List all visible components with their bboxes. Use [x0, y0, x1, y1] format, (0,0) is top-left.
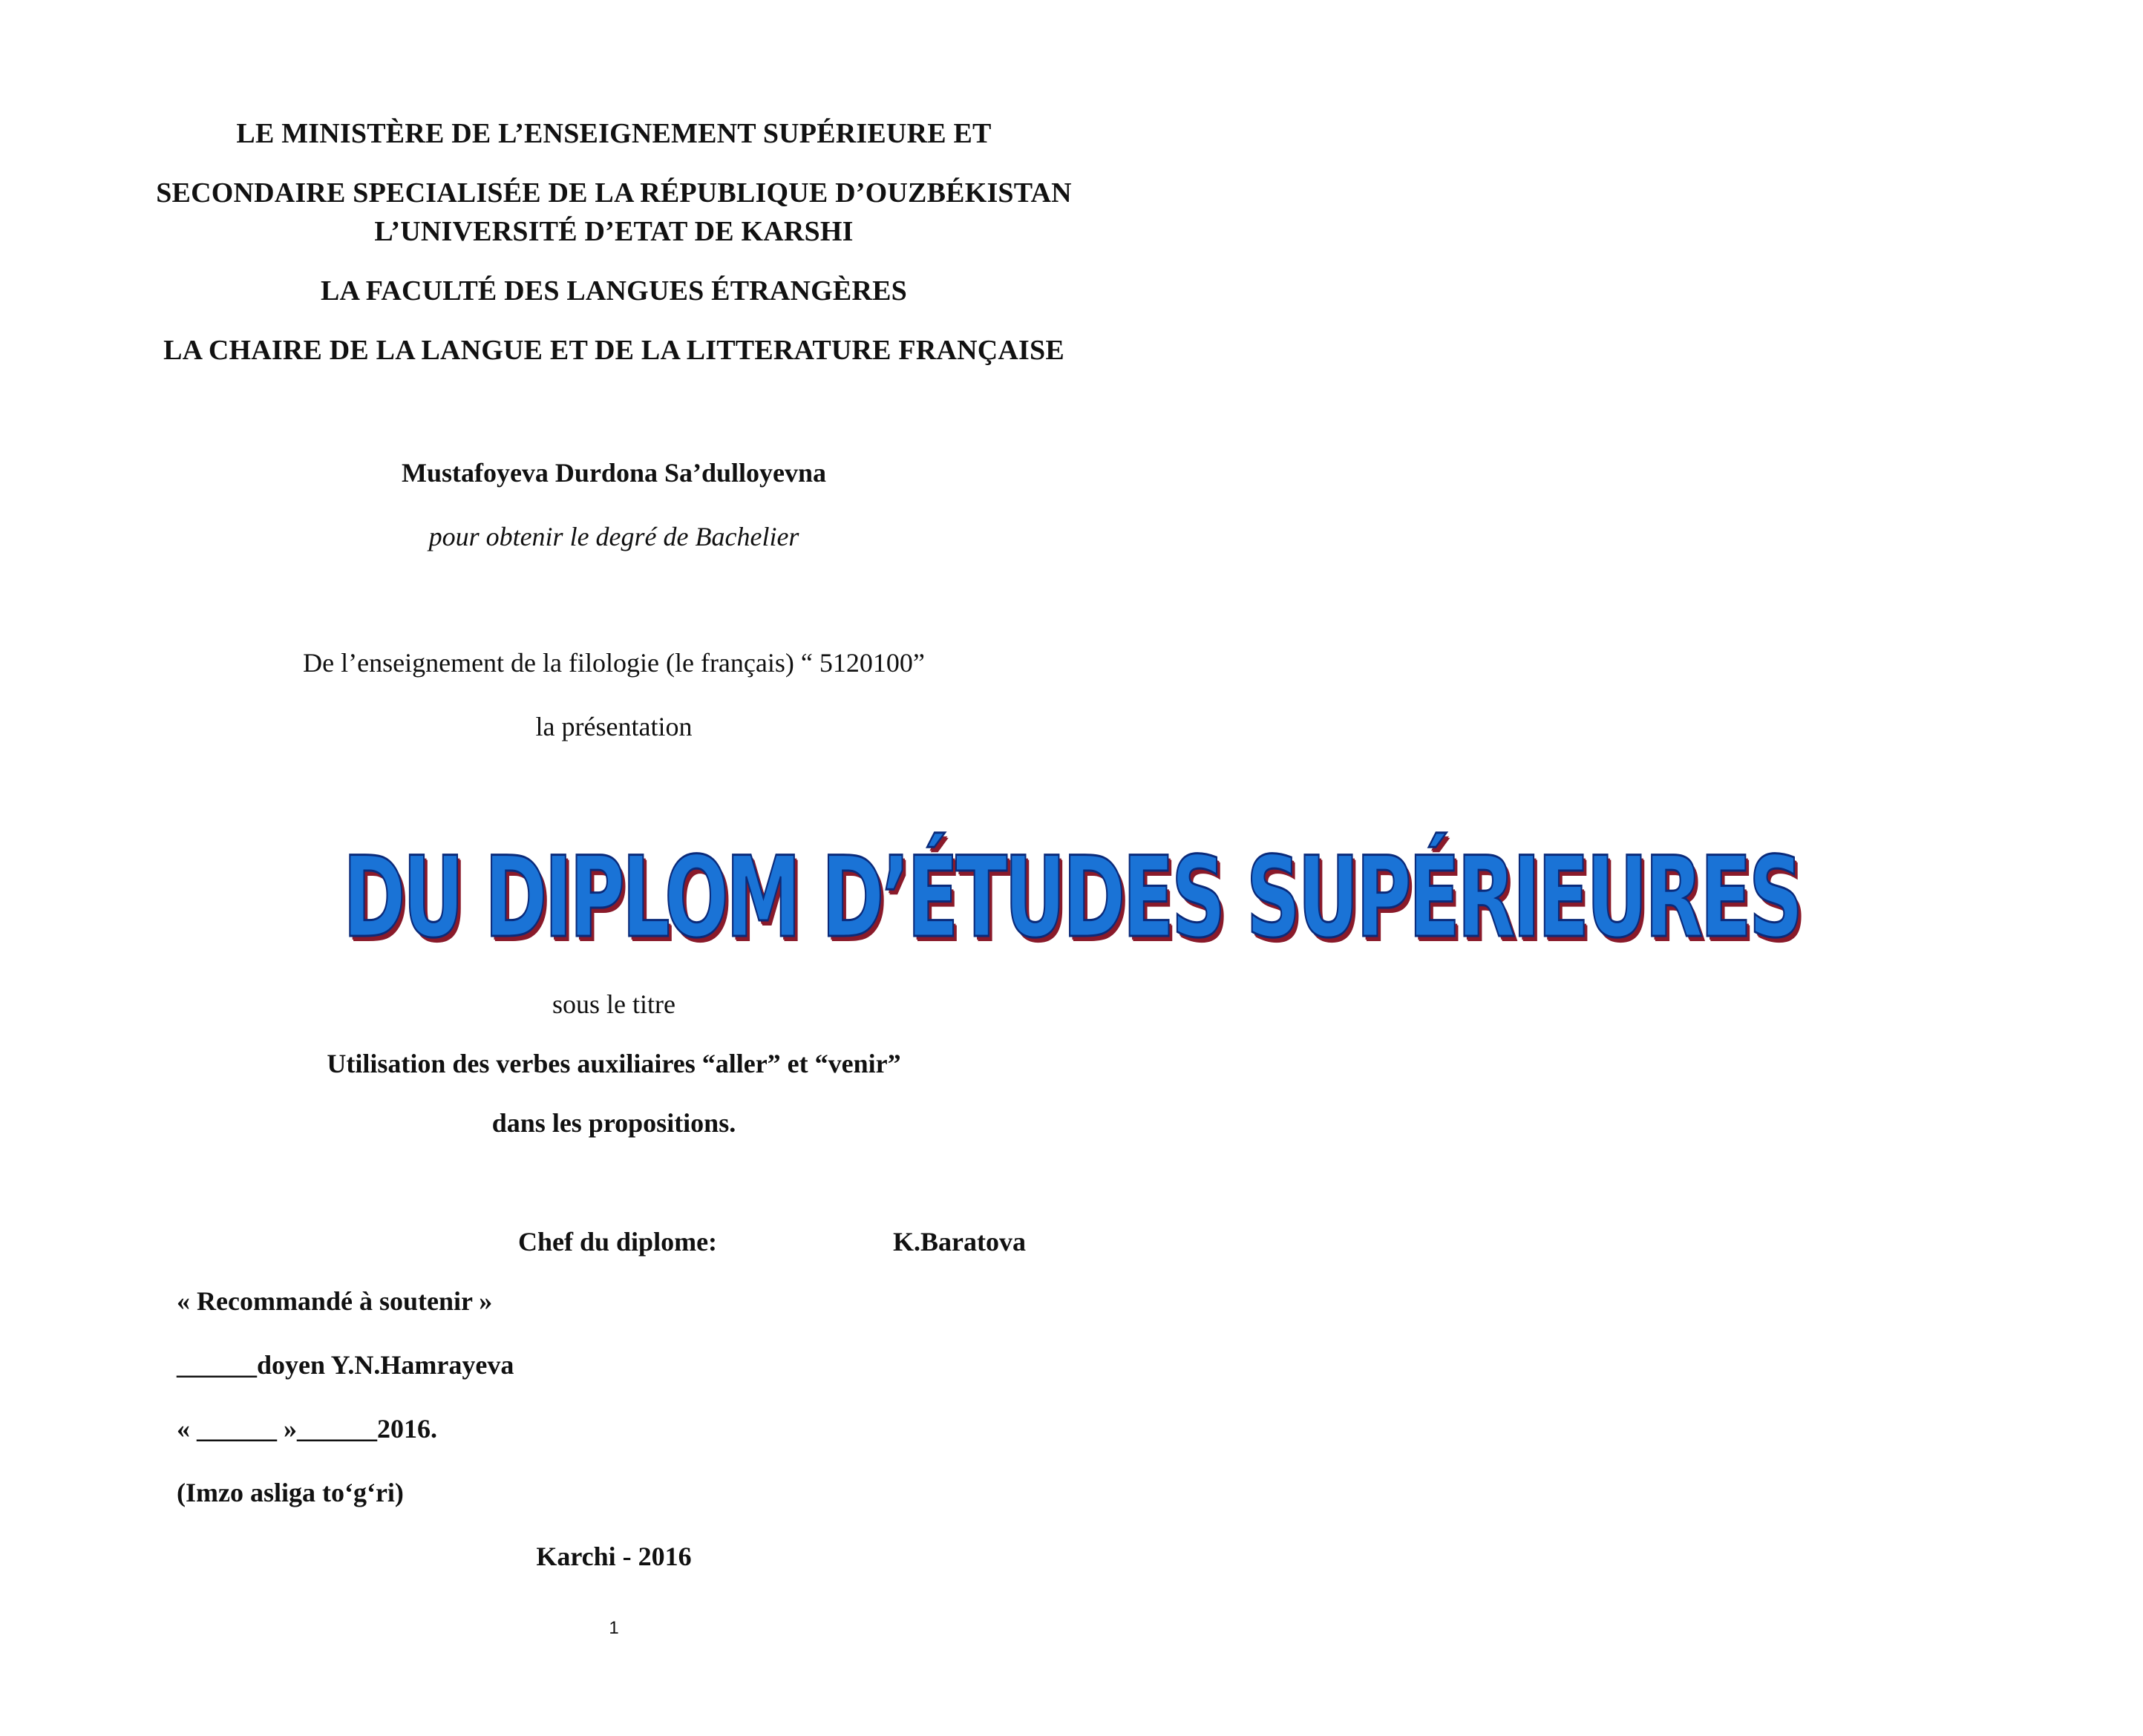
- thesis-title-line-2: dans les propositions.: [491, 1108, 736, 1138]
- supervisor-name: K.Baratova: [893, 1227, 1026, 1257]
- chair-name: LA CHAIRE DE LA LANGUE ET DE LA LITTERATURE FRANÇAISE: [163, 335, 1064, 366]
- faculty-name: LA FACULTÉ DES LANGUES ÉTRANGÈRES: [320, 275, 908, 307]
- program-line: De l’enseignement de la filologie (le français) “ 5120100”: [303, 648, 925, 678]
- author-name: Mustafoyeva Durdona Sa’dulloyevna: [401, 458, 827, 488]
- supervisor-label: Chef du diplome:: [518, 1227, 718, 1257]
- page-number: 1: [609, 1618, 619, 1638]
- degree-purpose: pour obtenir le degré de Bachelier: [428, 522, 799, 551]
- title-intro: sous le titre: [552, 989, 675, 1019]
- diploma-banner: [0, 833, 1801, 963]
- university-name: L’UNIVERSITÉ D’ETAT DE KARSHI: [374, 216, 854, 247]
- recommended-label: « Recommandé à soutenir »: [177, 1286, 493, 1316]
- diploma-banner-text: DU DIPLOM D’ÉTUDES SUPÉRIEURES: [342, 833, 1801, 963]
- dean-signature-line: ______doyen Y.N.Hamrayeva: [177, 1350, 514, 1380]
- place-year: Karchi - 2016: [536, 1542, 692, 1571]
- thesis-title-line-1: Utilisation des verbes auxiliaires “aller” et “venir”: [327, 1049, 901, 1078]
- ministry-line-2: SECONDAIRE SPECIALISÉE DE LA RÉPUBLIQUE D’OUZBÉKISTAN: [156, 177, 1072, 209]
- signature-note: (Imzo asliga to‘g‘ri): [177, 1478, 404, 1507]
- ministry-line-1: LE MINISTÈRE DE L’ENSEIGNEMENT SUPÉRIEURE ET: [236, 118, 992, 149]
- approval-date-line: « ______ »______2016.: [177, 1414, 437, 1444]
- presentation-label: la présentation: [535, 712, 693, 741]
